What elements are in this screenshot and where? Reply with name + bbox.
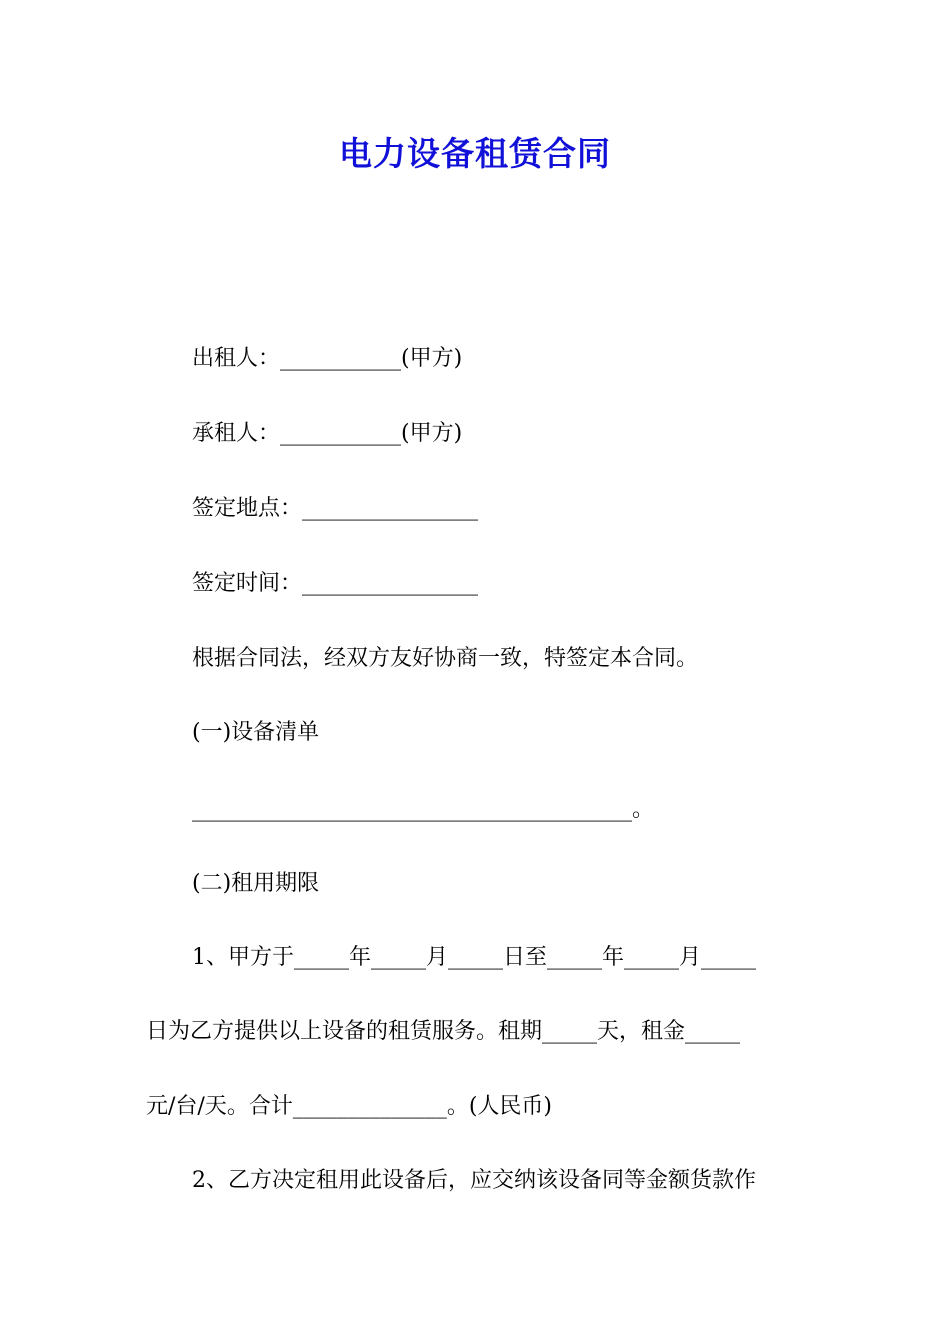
clause-1-line-3: 元/台/天。合计______________。(人民币)	[146, 1094, 552, 1119]
section-heading-equipment-list: (一)设备清单	[192, 720, 320, 745]
clause-2-line-1: 2、乙方决定租用此设备后，应交纳该设备同等金额货款作	[192, 1168, 756, 1193]
signing-place-line: 签定地点：________________	[192, 496, 479, 521]
clause-1-line-2: 日为乙方提供以上设备的租赁服务。租期_____天，租金_____	[146, 1019, 741, 1044]
lessor-line: 出租人：___________(甲方)	[192, 346, 463, 371]
preamble-paragraph: 根据合同法，经双方友好协商一致，特签定本合同。	[192, 646, 699, 671]
clause-1-line-1: 1、甲方于_____年_____月_____日至_____年_____月_____	[192, 945, 756, 970]
document-title: 电力设备租赁合同	[339, 134, 611, 173]
section-heading-lease-term: (二)租用期限	[192, 871, 320, 896]
signing-time-line: 签定时间：________________	[192, 571, 479, 596]
lessee-line: 承租人：___________(甲方)	[192, 421, 463, 446]
equipment-list-blank: ________________________________________。	[192, 797, 655, 822]
